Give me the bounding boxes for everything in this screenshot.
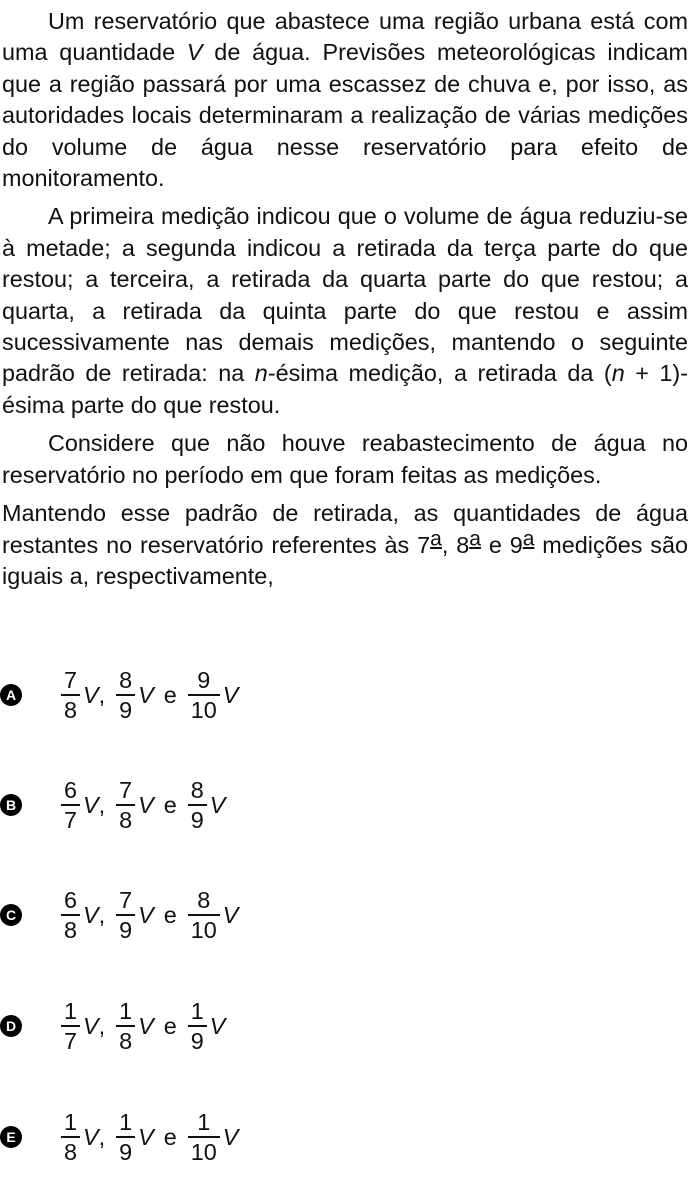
numerator: 1 bbox=[190, 998, 204, 1024]
ordinal-indicator: a bbox=[469, 527, 481, 551]
fraction bbox=[61, 997, 80, 1055]
variable-v: V bbox=[222, 1123, 239, 1150]
question-stem bbox=[2, 6, 688, 599]
question-text-c: e 9 bbox=[480, 531, 523, 558]
denominator: 9 bbox=[190, 1028, 204, 1054]
comma: , bbox=[98, 1012, 106, 1039]
option-expression bbox=[60, 878, 238, 952]
numerator: 9 bbox=[197, 667, 211, 693]
option-letter-badge: C bbox=[0, 904, 22, 926]
numerator: 8 bbox=[197, 887, 211, 913]
numerator: 6 bbox=[64, 777, 78, 803]
option-b[interactable] bbox=[0, 768, 686, 842]
variable-v: V bbox=[83, 791, 99, 818]
fraction bbox=[116, 1108, 135, 1166]
option-expression bbox=[60, 989, 225, 1063]
variable-v: V bbox=[209, 1012, 226, 1039]
denominator: 8 bbox=[64, 1139, 78, 1165]
denominator: 7 bbox=[64, 1028, 78, 1054]
p1-text-a: Um reservatório que abastece uma região urbana está com uma quantidade bbox=[2, 8, 688, 66]
conjunction: e bbox=[163, 791, 177, 818]
comma: , bbox=[98, 791, 106, 818]
numerator: 6 bbox=[64, 887, 78, 913]
denominator: 8 bbox=[64, 697, 78, 723]
option-d[interactable] bbox=[0, 989, 686, 1063]
option-letter-badge: E bbox=[0, 1126, 22, 1148]
conjunction: e bbox=[163, 1012, 177, 1039]
numerator: 7 bbox=[119, 887, 133, 913]
option-letter-badge: D bbox=[0, 1015, 22, 1037]
fraction bbox=[188, 666, 220, 724]
numerator: 1 bbox=[64, 998, 78, 1024]
ordinal-indicator: a bbox=[522, 527, 535, 551]
variable-v: V bbox=[222, 901, 239, 928]
numerator: 1 bbox=[119, 1109, 133, 1135]
variable-v: V bbox=[138, 681, 154, 708]
numerator: 8 bbox=[190, 777, 204, 803]
question-text-d: medições são iguais a, respectivamente, bbox=[2, 531, 689, 589]
question-prompt bbox=[2, 498, 688, 592]
comma: , bbox=[98, 1123, 106, 1150]
denominator: 8 bbox=[64, 917, 78, 943]
denominator: 10 bbox=[190, 917, 217, 943]
denominator: 9 bbox=[119, 1139, 133, 1165]
comma: , bbox=[98, 901, 106, 928]
fraction bbox=[61, 666, 80, 724]
fraction bbox=[116, 666, 135, 724]
question-text-b: , 8 bbox=[441, 531, 470, 558]
numerator: 1 bbox=[119, 998, 133, 1024]
fraction bbox=[188, 886, 220, 944]
paragraph-2 bbox=[2, 201, 688, 421]
denominator: 9 bbox=[119, 697, 133, 723]
option-expression bbox=[60, 658, 238, 732]
fraction bbox=[188, 776, 207, 834]
variable-v: V bbox=[138, 1012, 154, 1039]
variable-v: V bbox=[186, 39, 203, 66]
option-expression bbox=[60, 768, 225, 842]
conjunction: e bbox=[163, 901, 177, 928]
fraction bbox=[188, 997, 207, 1055]
denominator: 8 bbox=[119, 807, 133, 833]
option-a[interactable] bbox=[0, 658, 686, 732]
variable-n: n bbox=[254, 360, 268, 387]
conjunction: e bbox=[163, 681, 177, 708]
variable-v: V bbox=[138, 791, 154, 818]
fraction bbox=[116, 886, 135, 944]
numerator: 1 bbox=[64, 1109, 78, 1135]
fraction bbox=[61, 886, 80, 944]
denominator: 9 bbox=[119, 917, 133, 943]
p2-text-c: + 1)-ésima parte do que restou. bbox=[2, 360, 689, 418]
variable-v: V bbox=[222, 681, 239, 708]
conjunction: e bbox=[163, 1123, 177, 1150]
fraction bbox=[61, 776, 80, 834]
denominator: 9 bbox=[190, 807, 204, 833]
variable-v: V bbox=[209, 791, 226, 818]
variable-v: V bbox=[138, 901, 154, 928]
variable-v: V bbox=[83, 1012, 99, 1039]
option-letter-badge: B bbox=[0, 794, 22, 816]
paragraph-3: Considere que não houve reabastecimento de água no reservatório no período em que foram feitas as medições. bbox=[2, 430, 688, 488]
option-letter-badge: A bbox=[0, 684, 22, 706]
option-expression bbox=[60, 1100, 238, 1174]
question-text-a: Mantendo esse padrão de retirada, as quantidades de água restantes no reservatório referentes às 7 bbox=[2, 500, 688, 558]
fraction bbox=[188, 1108, 220, 1166]
denominator: 10 bbox=[190, 697, 217, 723]
p2-text-a: A primeira medição indicou que o volume de água reduziu-se à metade; a segunda indicou a retirada da terça parte do que restou; a terceira, a retirada da quarta parte do que restou; a quarta, a retirada da quinta parte do que restou e assim sucessivamente nas demais medições, mantendo o seguinte padrão de retirada: na bbox=[2, 203, 688, 387]
variable-v: V bbox=[138, 1123, 154, 1150]
paragraph-1 bbox=[2, 6, 688, 194]
denominator: 10 bbox=[190, 1139, 217, 1165]
variable-v: V bbox=[83, 1123, 99, 1150]
numerator: 7 bbox=[119, 777, 133, 803]
variable-v: V bbox=[83, 681, 99, 708]
numerator: 7 bbox=[64, 667, 78, 693]
option-c[interactable] bbox=[0, 878, 686, 952]
option-e[interactable] bbox=[0, 1100, 686, 1174]
p1-text-b: de água. Previsões meteorológicas indicam que a região passará por uma escassez de chuva e, por isso, as autoridades locais determinaram a realização de várias medições do volume de água nesse reservatório para efeito de monitoramento. bbox=[2, 39, 689, 192]
fraction bbox=[116, 776, 135, 834]
numerator: 1 bbox=[197, 1109, 211, 1135]
fraction bbox=[61, 1108, 80, 1166]
numerator: 8 bbox=[119, 667, 133, 693]
variable-v: V bbox=[83, 901, 99, 928]
ordinal-indicator: a bbox=[430, 527, 442, 551]
comma: , bbox=[98, 681, 106, 708]
denominator: 8 bbox=[119, 1028, 133, 1054]
fraction bbox=[116, 997, 135, 1055]
p2-text-b: -ésima medição, a retirada da ( bbox=[267, 360, 612, 387]
variable-n: n bbox=[611, 360, 625, 387]
denominator: 7 bbox=[64, 807, 78, 833]
